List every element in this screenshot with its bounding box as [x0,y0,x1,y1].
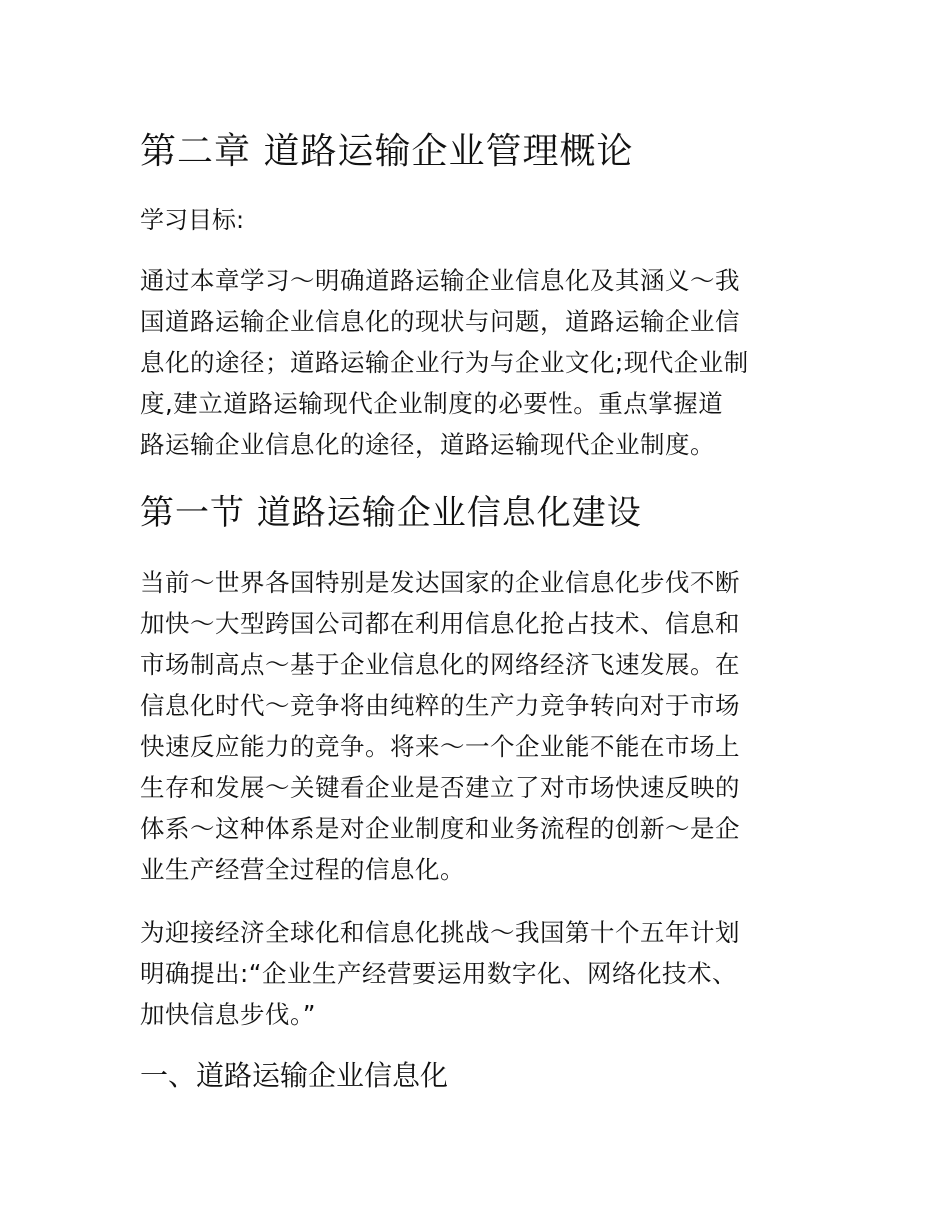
section-line: 信息化时代～竞争将由纯粹的生产力竞争转向对于市场 [140,691,740,720]
intro-line: 路运输企业信息化的途径，道路运输现代企业制度。 [140,430,715,459]
policy-paragraph [140,912,810,1035]
section-line: 快速反应能力的竞争。将来～一个企业能不能在市场上 [140,732,740,761]
section-line: 当前～世界各国特别是发达国家的企业信息化步伐不断 [140,568,740,597]
intro-line: 通过本章学习～明确道路运输企业信息化及其涵义～我 [140,266,740,295]
section-line: 体系～这种体系是对企业制度和业务流程的创新～是企 [140,814,740,843]
policy-line: 加快信息步伐。” [140,1000,316,1029]
intro-line: 息化的途径；道路运输企业行为与企业文化;现代企业制 [140,348,749,377]
section-paragraph [140,562,810,890]
policy-line: 为迎接经济全球化和信息化挑战～我国第十个五年计划 [140,918,740,947]
intro-line: 国道路运输企业信息化的现状与问题，道路运输企业信 [140,307,740,336]
intro-paragraph [140,260,810,465]
section-line: 生存和发展～关键看企业是否建立了对市场快速反映的 [140,773,740,802]
chapter-title: 第二章 道路运输企业管理概论 [140,131,634,172]
section-line: 市场制高点～基于企业信息化的网络经济飞速发展。在 [140,650,740,679]
intro-line: 度,建立道路运输现代企业制度的必要性。重点掌握道 [140,389,724,418]
section-title: 第一节 道路运输企业信息化建设 [140,493,642,533]
policy-line: 明确提出:“企业生产经营要运用数字化、网络化技术、 [140,959,737,988]
section-line: 加快～大型跨国公司都在利用信息化抢占技术、信息和 [140,609,740,638]
objectives-label: 学习目标: [140,206,245,234]
section-line: 业生产经营全过程的信息化。 [140,855,465,884]
subsection-title: 一、道路运输企业信息化 [140,1059,449,1092]
